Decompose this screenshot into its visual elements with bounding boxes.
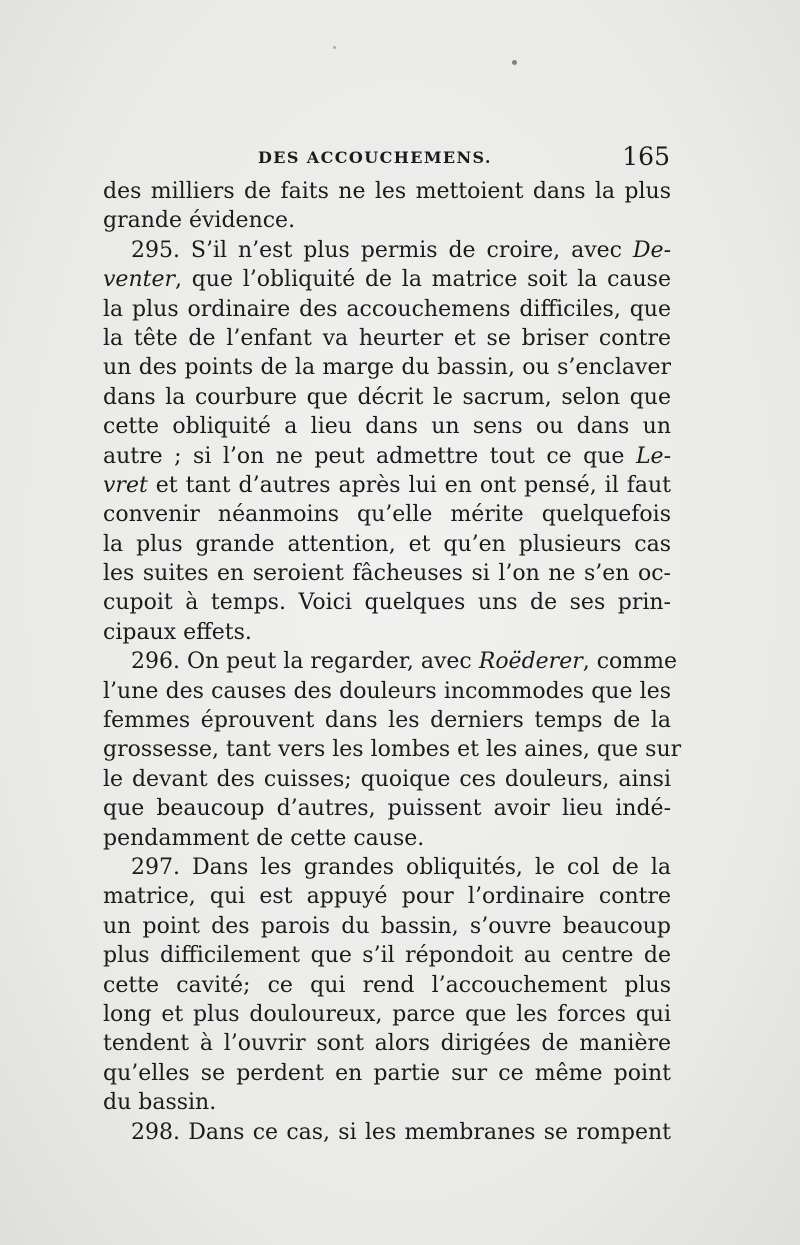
text-run: cette cavité; ce qui rend l’accouchement plus [103, 972, 671, 998]
text-line [103, 383, 671, 412]
text-run: pendamment de cette cause. [103, 825, 425, 851]
text-line [103, 677, 671, 706]
text-line [103, 765, 671, 794]
text-run: long et plus douloureux, parce que les forces qui [103, 1001, 671, 1027]
text-run: 296. On peut la regarder, avec [131, 649, 479, 675]
text-run: cette obliquité a lieu dans un sens ou dans un [103, 414, 671, 440]
text-line [103, 1029, 671, 1058]
text-line [103, 471, 671, 500]
italic-name: Roëderer [478, 649, 583, 675]
text-line [103, 206, 671, 235]
text-run: tendent à l’ouvrir sont alors dirigées de manière [103, 1031, 671, 1057]
text-line [103, 912, 671, 941]
text-line [103, 236, 671, 265]
text-run: des milliers de faits ne les mettoient dans la plus [103, 179, 671, 204]
text-run: grande évidence. [103, 208, 296, 234]
text-run: 295. S’il n’est plus permis de croire, avec [131, 237, 633, 263]
italic-name: vret [103, 472, 148, 498]
ink-speck [333, 46, 336, 49]
text-run: convenir néanmoins qu’elle mérite quelquefois [103, 502, 671, 528]
italic-name: Le- [635, 443, 671, 469]
text-line [103, 1000, 671, 1029]
text-line [103, 618, 671, 647]
text-run: femmes éprouvent dans les derniers temps de la [103, 708, 671, 734]
text-line [103, 295, 671, 324]
body-text [103, 177, 682, 1147]
text-line [103, 971, 671, 1000]
text-line [103, 1088, 671, 1117]
text-run: plus difficilement que s’il répondoit au centre de [103, 943, 671, 969]
page-number: 165 [622, 142, 670, 171]
text-line [103, 794, 671, 823]
text-run: qu’elles se perdent en partie sur ce même point [103, 1060, 671, 1086]
text-run: autre ; si l’on ne peut admettre tout ce que [103, 443, 636, 469]
text-run: matrice, qui est appuyé pour l’ordinaire contre [103, 884, 671, 910]
text-run: la plus grande attention, et qu’en plusieurs cas [103, 531, 671, 557]
text-line [103, 412, 671, 441]
text-line [103, 353, 671, 382]
page-header [258, 144, 670, 174]
text-line [103, 265, 671, 294]
text-run: la tête de l’enfant va heurter et se briser contre [103, 325, 671, 351]
text-line [103, 442, 671, 471]
text-line [103, 735, 682, 764]
text-run: que beaucoup d’autres, puissent avoir lieu indé- [103, 796, 671, 822]
text-line [103, 1118, 671, 1147]
italic-name: De- [632, 237, 671, 263]
text-run: 297. Dans les grandes obliquités, le col de la [131, 854, 671, 880]
text-line [103, 706, 671, 735]
text-run: cupoit à temps. Voici quelques uns de ses prin- [103, 590, 671, 616]
ink-speck [512, 60, 517, 65]
text-run: le devant des cuisses; quoique ces douleurs, ainsi [103, 766, 671, 792]
text-run: cipaux effets. [103, 619, 252, 645]
text-run: et tant d’autres après lui en ont pensé, il faut [147, 472, 671, 498]
text-run: du bassin. [103, 1090, 217, 1116]
text-line [103, 588, 671, 617]
text-line [103, 941, 671, 970]
text-line [103, 824, 671, 853]
text-run: l’une des causes des douleurs incommodes que les [103, 678, 671, 704]
text-line [103, 500, 671, 529]
running-head: DES ACCOUCHEMENS. [258, 148, 492, 167]
text-line [103, 1059, 671, 1088]
text-line [103, 530, 671, 559]
text-run: un des points de la marge du bassin, ou s’enclaver [103, 355, 671, 381]
text-run: , comme [582, 649, 678, 675]
text-line [103, 882, 671, 911]
text-run: les suites en seroient fâcheuses si l’on ne s’en oc- [103, 561, 671, 587]
text-line [103, 177, 671, 206]
text-run: dans la courbure que décrit le sacrum, selon que [103, 384, 671, 410]
text-run: , que l’obliquité de la matrice soit la cause [175, 267, 671, 293]
text-line [103, 647, 678, 676]
text-run: la plus ordinaire des accouchemens difficiles, que [103, 296, 671, 322]
text-run: un point des parois du bassin, s’ouvre beaucoup [103, 913, 671, 939]
text-run: 298. Dans ce cas, si les membranes se rompent [131, 1119, 671, 1145]
text-run: grossesse, tant vers les lombes et les aines, que sur [103, 737, 682, 763]
text-line [103, 324, 671, 353]
italic-name: venter [103, 267, 175, 293]
text-line [103, 559, 671, 588]
text-line [103, 853, 671, 882]
